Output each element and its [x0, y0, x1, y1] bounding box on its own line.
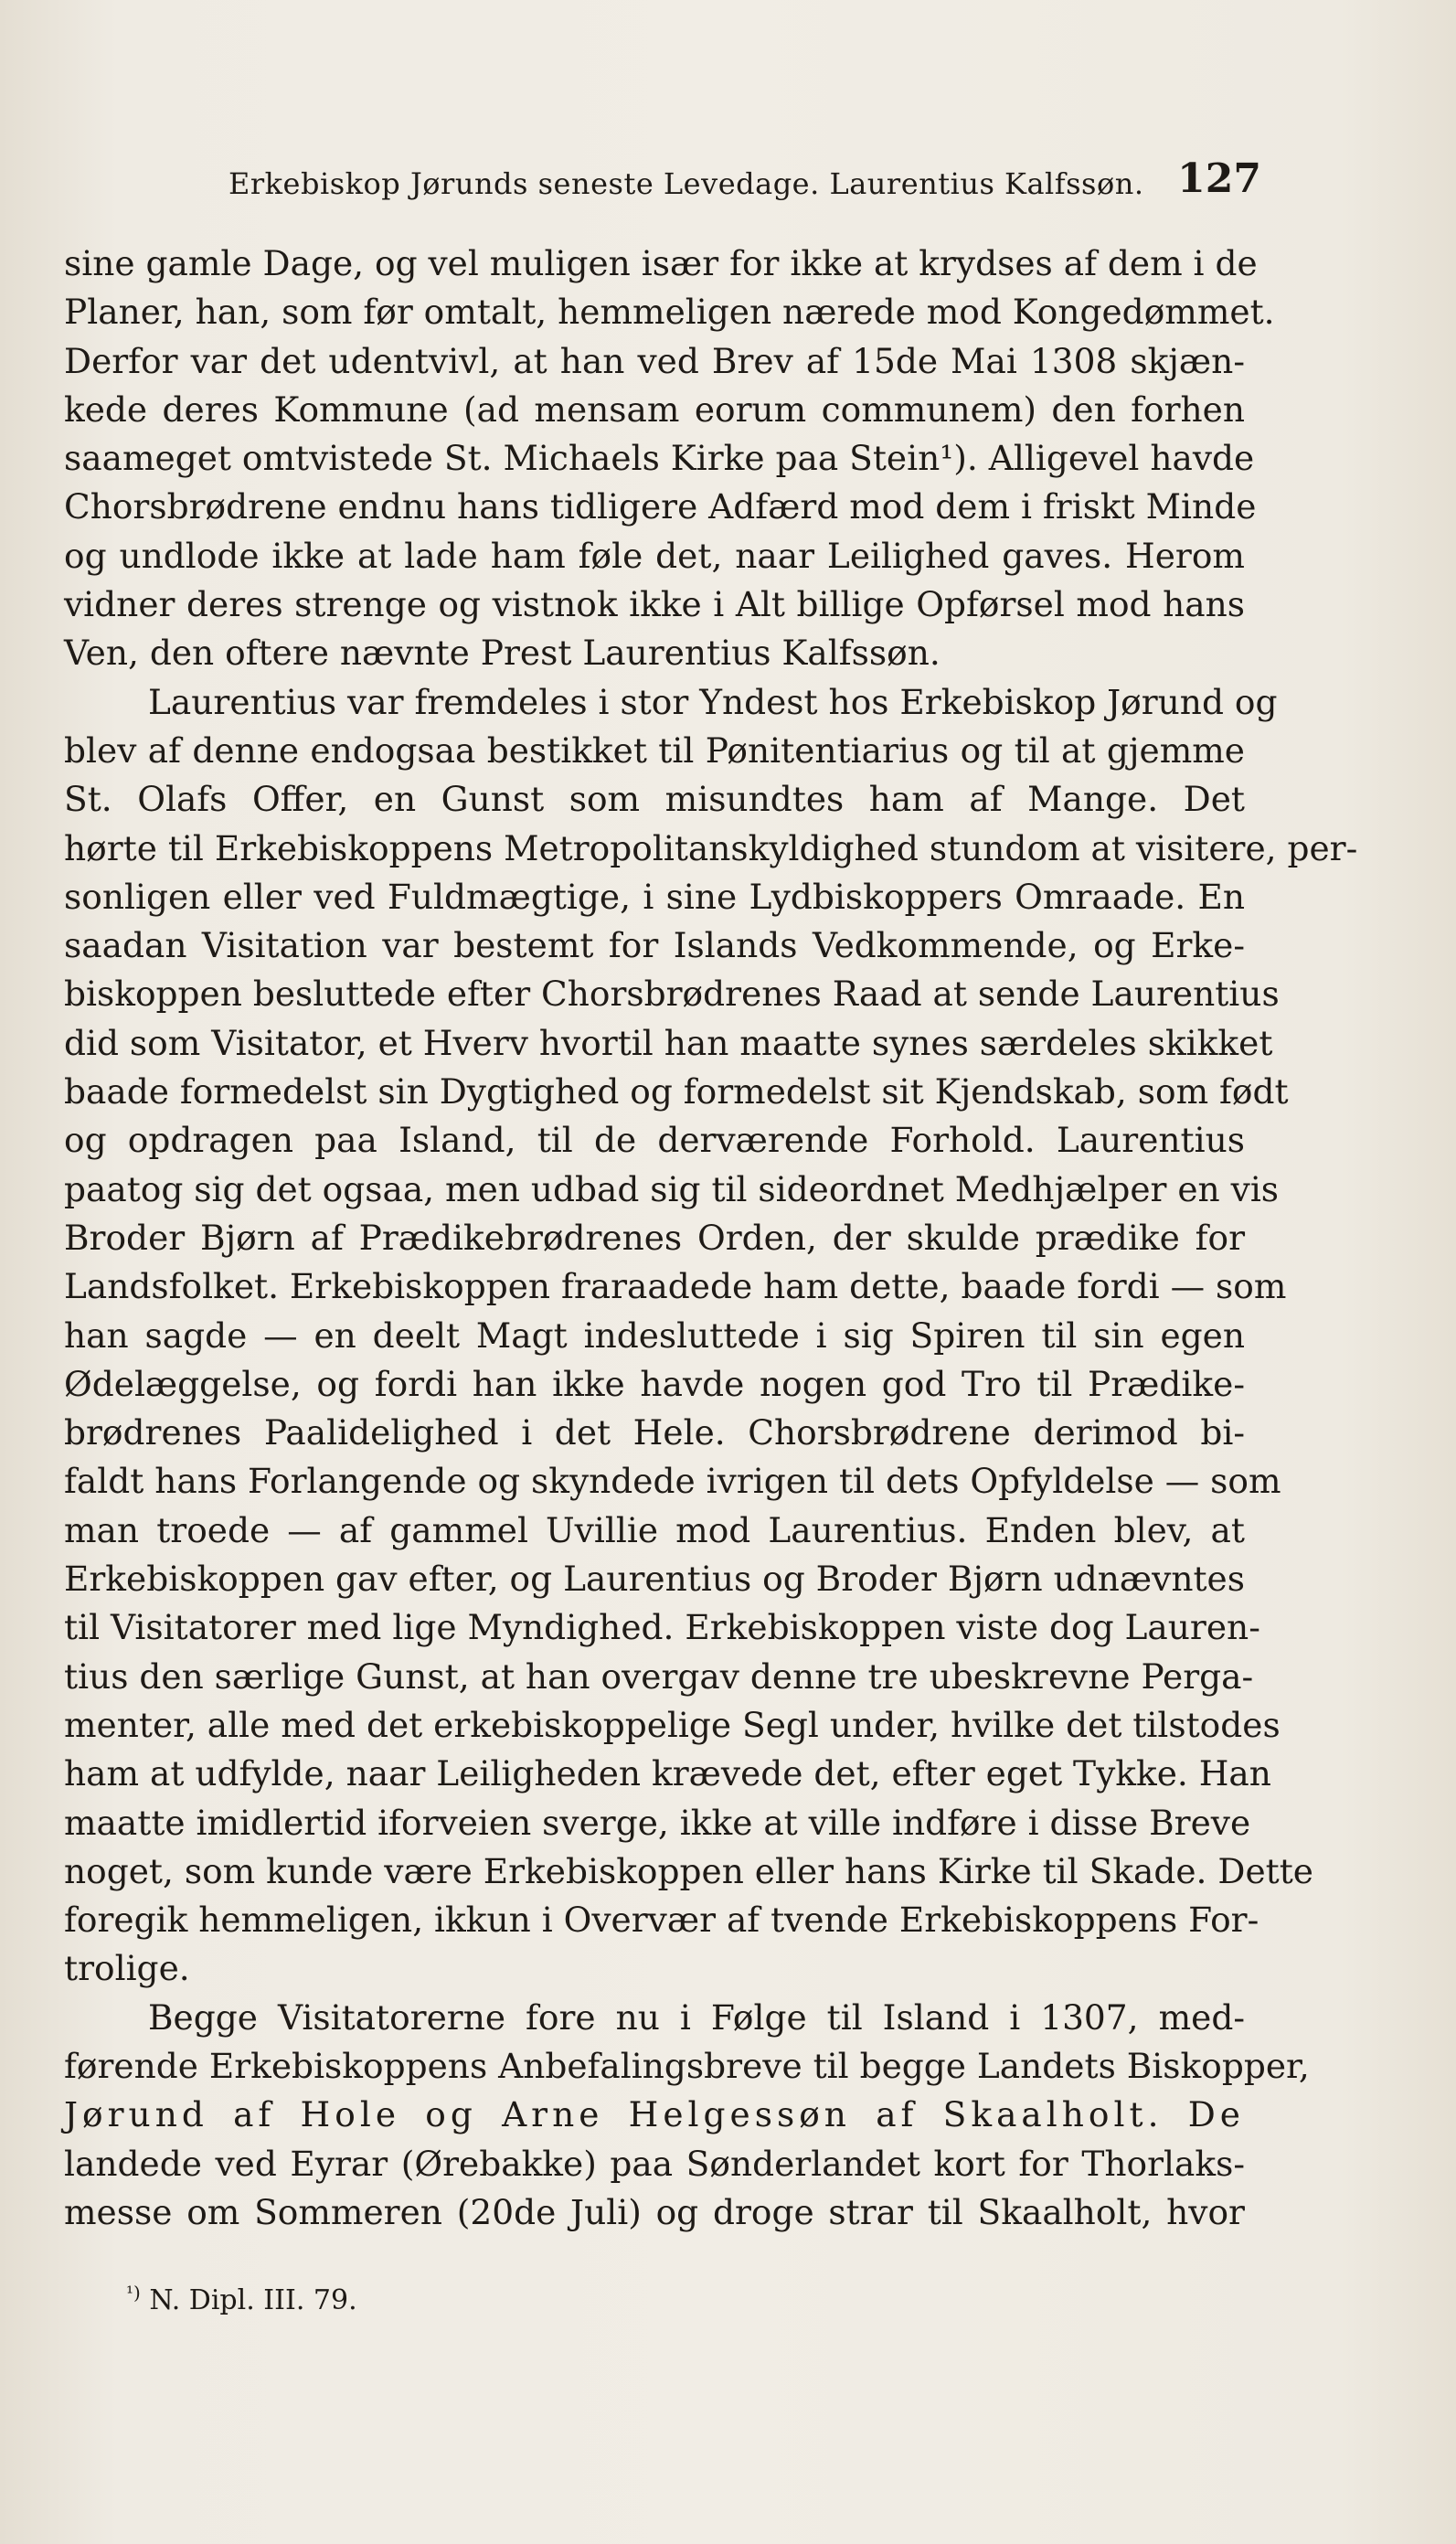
- text-line: han sagde — en deelt Magt indesluttede i sig Spiren til sin egen: [64, 1315, 1245, 1356]
- text-line: faldt hans Forlangende og skyndede ivrigen til dets Opfyldelse — som: [64, 1461, 1281, 1502]
- text-line: menter, alle med det erkebiskoppelige Segl under, hvilke det tilstodes: [64, 1704, 1281, 1745]
- text-line: saameget omtvistede St. Michaels Kirke paa Stein¹). Alligevel havde: [64, 438, 1255, 479]
- text-line: biskoppen besluttede efter Chorsbrødrenes Raad at sende Laurentius: [64, 974, 1280, 1015]
- text-line: brødrenes Paalidelighed i det Hele. Chorsbrødrene derimod bi-: [64, 1412, 1245, 1453]
- footnote-marker: ¹): [126, 2282, 141, 2304]
- paragraph-start: Laurentius var fremdeles i stor Yndest hos Erkebiskop Jørund og: [148, 681, 1278, 722]
- text-line: og opdragen paa Island, til de derværende Forhold. Laurentius: [64, 1120, 1245, 1161]
- text-line: did som Visitator, et Hverv hvortil han maatte synes særdeles skikket: [64, 1022, 1273, 1063]
- running-title: Erkebiskop Jørunds seneste Levedage. Laurentius Kalfssøn.: [228, 166, 1144, 201]
- text-line: til Visitatorer med lige Myndighed. Erkebiskoppen viste dog Lauren-: [64, 1607, 1260, 1648]
- text-line: messe om Sommeren (20de Juli) og droge strar til Skaalholt, hvor: [64, 2191, 1245, 2232]
- text-line: sonligen eller ved Fuldmægtige, i sine Lydbiskoppers Omraade. En: [64, 876, 1245, 917]
- text-line: vidner deres strenge og vistnok ikke i Alt billige Opførsel mod hans: [64, 584, 1245, 625]
- body-text: [64, 239, 1358, 2237]
- text-line: Ødelæggelse, og fordi han ikke havde nogen god Tro til Prædike-: [64, 1363, 1245, 1404]
- text-line: man troede — af gammel Uvillie mod Laurentius. Enden blev, at: [64, 1509, 1245, 1550]
- text-line: St. Olafs Offer, en Gunst som misundtes ham af Mange. Det: [64, 779, 1245, 820]
- text-line: noget, som kunde være Erkebiskoppen eller hans Kirke til Skade. Dette: [64, 1850, 1313, 1891]
- footnote: [126, 2282, 357, 2316]
- text-line: førende Erkebiskoppens Anbefalingsbreve til begge Landets Biskopper,: [64, 2045, 1310, 2086]
- text-line: kede deres Kommune (ad mensam eorum communem) den forhen: [64, 389, 1245, 430]
- text-line: baade formedelst sin Dygtighed og formedelst sit Kjendskab, som født: [64, 1071, 1289, 1112]
- text-line: Derfor var det udentvivl, at han ved Brev af 15de Mai 1308 skjæn-: [64, 340, 1245, 381]
- page-header: [228, 155, 1261, 210]
- text-line: saadan Visitation var bestemt for Islands Vedkommende, og Erke-: [64, 925, 1245, 966]
- text-line: og undlode ikke at lade ham føle det, naar Leilighed gaves. Herom: [64, 535, 1245, 576]
- text-line: Landsfolket. Erkebiskoppen fraraadede ham dette, baade fordi — som: [64, 1266, 1287, 1307]
- text-line: maatte imidlertid iforveien sverge, ikke at ville indføre i disse Breve: [64, 1802, 1251, 1843]
- text-line: trolige.: [64, 1948, 190, 1989]
- text-line: Erkebiskoppen gav efter, og Laurentius og Broder Bjørn udnævntes: [64, 1559, 1245, 1600]
- text-line: Broder Bjørn af Prædikebrødrenes Orden, der skulde prædike for: [64, 1217, 1245, 1258]
- text-line: landede ved Eyrar (Ørebakke) paa Sønderlandet kort for Thorlaks-: [64, 2143, 1245, 2184]
- text-line: tius den særlige Gunst, at han overgav denne tre ubeskrevne Perga-: [64, 1655, 1254, 1697]
- text-line: Ven, den oftere nævnte Prest Laurentius Kalfssøn.: [64, 633, 941, 674]
- footnote-text: N. Dipl. III. 79.: [140, 2284, 357, 2316]
- text-line: ham at udfylde, naar Leiligheden krævede det, efter eget Tykke. Han: [64, 1753, 1271, 1794]
- text-line: Jørund af Hole og Arne Helgessøn af Skaalholt. De: [64, 2094, 1245, 2135]
- text-line: foregik hemmeligen, ikkun i Overvær af tvende Erkebiskoppens For-: [64, 1900, 1259, 1941]
- text-line: blev af denne endogsaa bestikket til Pønitentiarius og til at gjemme: [64, 729, 1245, 771]
- text-line: sine gamle Dage, og vel muligen især for ikke at krydses af dem i de: [64, 243, 1258, 283]
- text-line: hørte til Erkebiskoppens Metropolitanskyldighed stundom at visitere, per-: [64, 827, 1358, 868]
- page-number: 127: [1177, 155, 1261, 202]
- text-line: Planer, han, som før omtalt, hemmeligen nærede mod Kongedømmet.: [64, 292, 1275, 333]
- text-line: Chorsbrødrene endnu hans tidligere Adfærd mod dem i friskt Minde: [64, 486, 1257, 527]
- paragraph-start: Begge Visitatorerne fore nu i Følge til Island i 1307, med-: [148, 1996, 1245, 2038]
- text-line: paatog sig det ogsaa, men udbad sig til sideordnet Medhjælper en vis: [64, 1168, 1280, 1209]
